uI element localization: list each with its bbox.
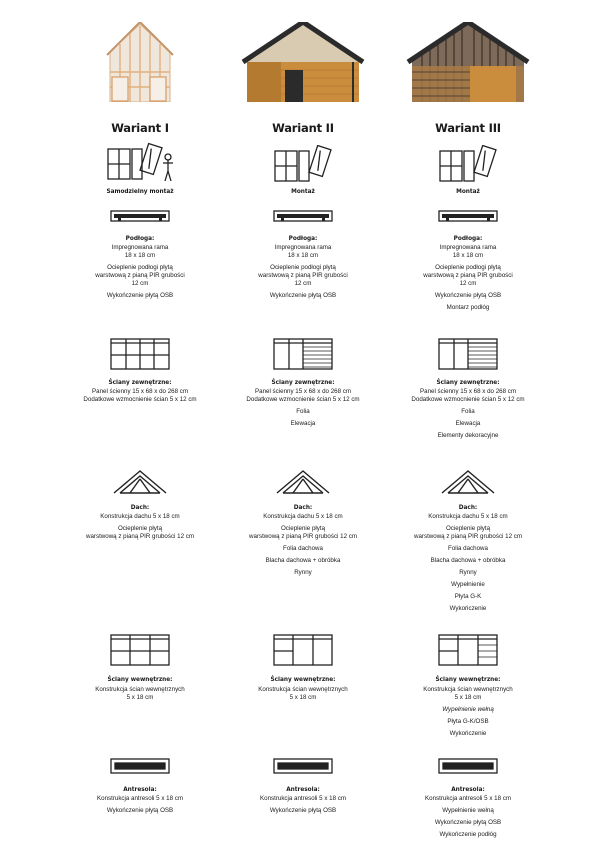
mezzanine-icon — [438, 758, 498, 774]
mezzanine-heading: Antresola: — [451, 785, 485, 793]
mezzanine-icon — [273, 758, 333, 774]
floor-specs: Impregnowana rama 18 x 18 cm Ocieplenie podłogi płytą warstwową z pianą PIR grubości 12 cm Wykończenie płytą OSB — [95, 244, 185, 299]
roof-icon — [440, 469, 496, 497]
house-render-clad — [213, 22, 393, 102]
outer-walls-heading: Ściany zewnętrzne: — [436, 378, 500, 386]
inner-walls-heading: Ściany wewnętrzne: — [435, 675, 501, 683]
mezzanine-heading: Antresola: — [123, 785, 157, 793]
floor-icon — [110, 210, 170, 222]
inner-walls-specs: Konstrukcja ścian wewnętrznych 5 x 18 cm — [95, 686, 185, 701]
inner-wall-icon — [273, 634, 333, 666]
mezzanine-specs: Konstrukcja antresoli 5 x 18 cm Wypełnienie wełną Wykończenie płytą OSB Wykończenie podłóg — [425, 795, 511, 838]
roof-heading: Dach: — [293, 503, 313, 511]
house-render-finished — [378, 22, 558, 102]
outer-walls-heading: Ściany zewnętrzne: — [108, 378, 172, 386]
floor-specs: Impregnowana rama 18 x 18 cm Ocieplenie podłogi płytą warstwową z pianą PIR grubości 12 cm Wykończenie płytą OSB — [258, 244, 348, 299]
install-label: Montaż — [456, 187, 480, 195]
install-label: Montaż — [291, 187, 315, 195]
roof-specs: Konstrukcja dachu 5 x 18 cm Ocieplenie płytą warstwową z pianą PIR grubości 12 cm Folia dachowa Blacha dachowa + obróbka Rynny Wypełnienie Płyta G-K Wykończenie — [414, 513, 522, 612]
self-install-icon — [106, 139, 176, 183]
inner-walls-specs: Konstrukcja ścian wewnętrznych 5 x 18 cm — [258, 686, 348, 701]
roof-specs: Konstrukcja dachu 5 x 18 cm Ocieplenie płytą warstwową z pianą PIR grubości 12 cm — [86, 513, 194, 540]
outer-wall-clad-icon — [273, 338, 333, 370]
outer-wall-clad-icon — [438, 338, 498, 370]
outer-walls-heading: Ściany zewnętrzne: — [271, 378, 335, 386]
floor-heading: Podłoga: — [453, 234, 483, 242]
roof-heading: Dach: — [130, 503, 150, 511]
variant-title: Wariant III — [435, 121, 501, 135]
inner-walls-heading: Ściany wewnętrzne: — [107, 675, 173, 683]
inner-walls-specs: Konstrukcja ścian wewnętrznych 5 x 18 cm Wypełnienie wełną Płyta G-K/OSB Wykończenie — [423, 686, 513, 737]
outer-walls-specs: Panel ścienny 15 x 68 x do 268 cm Dodatkowe wzmocnienie ścian 5 x 12 cm — [83, 388, 197, 403]
mezzanine-specs: Konstrukcja antresoli 5 x 18 cm Wykończenie płytą OSB — [260, 795, 346, 814]
install-icon — [273, 145, 333, 183]
install-label: Samodzielny montaż — [106, 187, 174, 195]
roof-specs: Konstrukcja dachu 5 x 18 cm Ocieplenie płytą warstwową z pianą PIR grubości 12 cm Folia dachowa Blacha dachowa + obróbka Rynny — [249, 513, 357, 576]
floor-heading: Podłoga: — [288, 234, 318, 242]
floor-heading: Podłoga: — [125, 234, 155, 242]
floor-icon — [273, 210, 333, 222]
roof-icon — [275, 469, 331, 497]
house-render-frame — [50, 22, 230, 102]
floor-specs: Impregnowana rama 18 x 18 cm Ocieplenie podłogi płytą warstwową z pianą PIR grubości 12 cm Wykończenie płytą OSB Montarz podłóg — [423, 244, 513, 311]
roof-icon — [112, 469, 168, 497]
install-icon — [438, 145, 498, 183]
variant-title: Wariant I — [111, 121, 169, 135]
mezzanine-icon — [110, 758, 170, 774]
mezzanine-heading: Antresola: — [286, 785, 320, 793]
roof-heading: Dach: — [458, 503, 478, 511]
variant-title: Wariant II — [272, 121, 334, 135]
inner-wall-icon — [438, 634, 498, 666]
outer-walls-specs: Panel ścienny 15 x 68 x do 268 cm Dodatkowe wzmocnienie ścian 5 x 12 cm Folia Elewacja — [246, 388, 360, 427]
inner-walls-heading: Ściany wewnętrzne: — [270, 675, 336, 683]
mezzanine-specs: Konstrukcja antresoli 5 x 18 cm Wykończenie płytą OSB — [97, 795, 183, 814]
outer-walls-specs: Panel ścienny 15 x 68 x do 268 cm Dodatkowe wzmocnienie ścian 5 x 12 cm Folia Elewacja Elementy dekoracyjne — [411, 388, 525, 439]
outer-wall-icon — [110, 338, 170, 370]
floor-icon — [438, 210, 498, 222]
inner-wall-icon — [110, 634, 170, 666]
